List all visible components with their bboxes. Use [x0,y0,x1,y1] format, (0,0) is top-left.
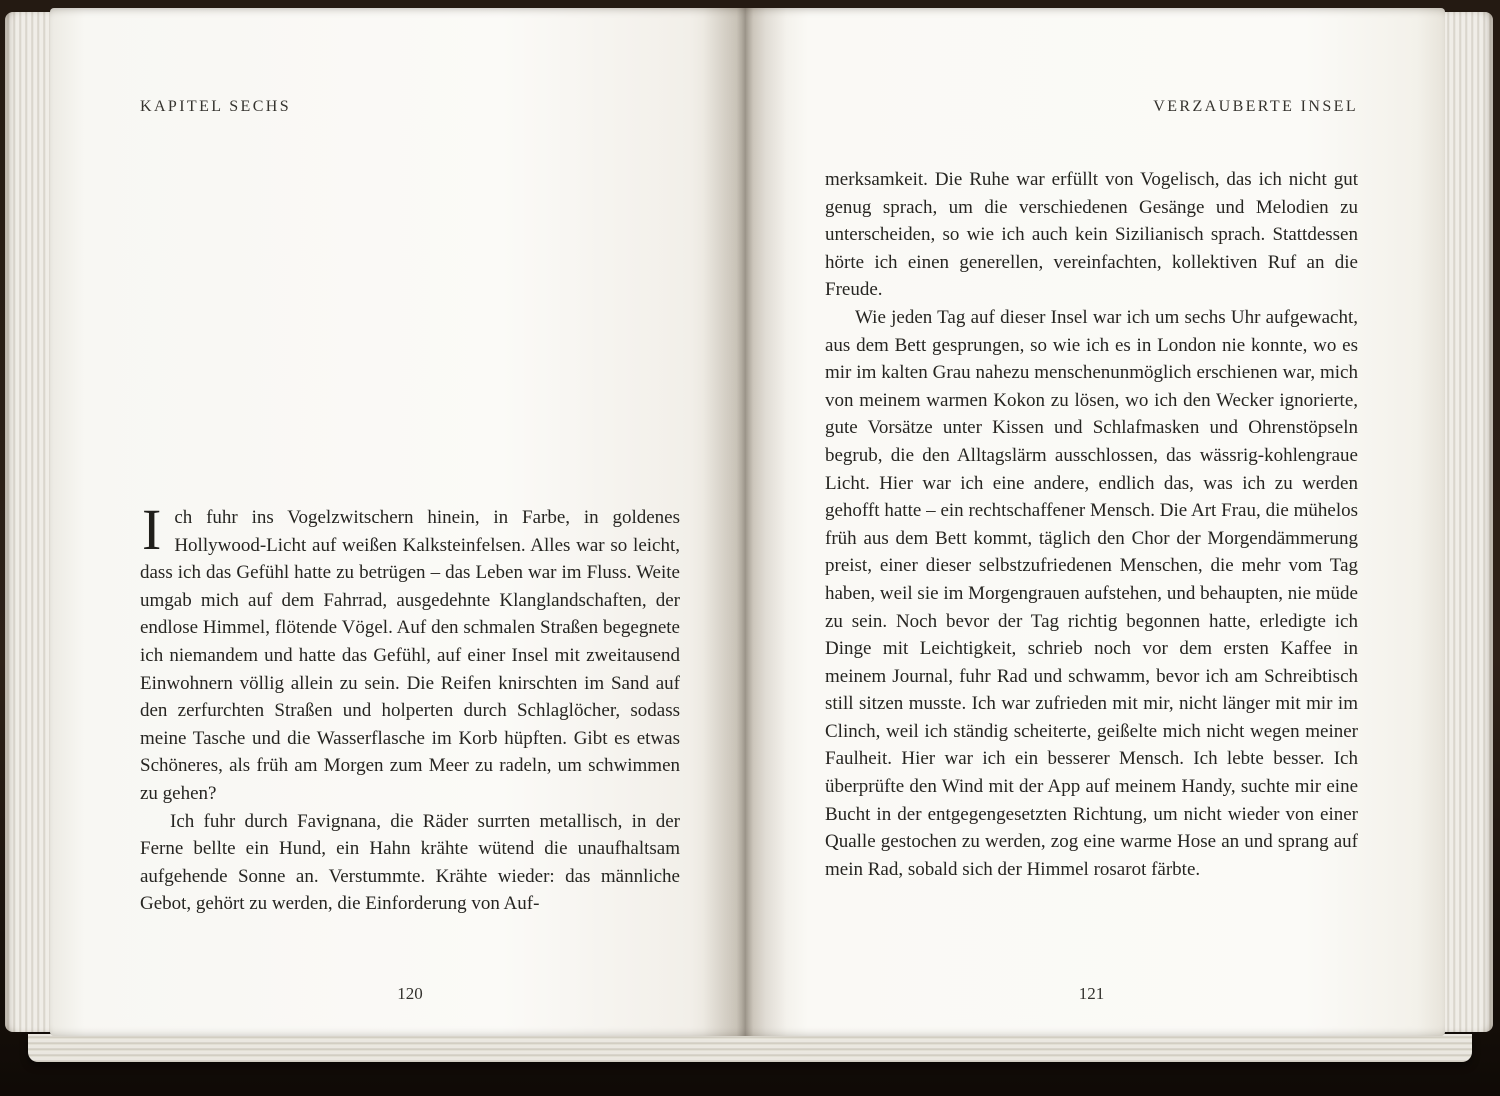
page-number-right: 121 [1078,984,1105,1003]
left-page [50,8,745,1036]
drop-cap: I [142,497,162,562]
page-edges-left [5,12,50,1032]
running-head-right: VERZAUBERTE INSEL [1153,98,1358,115]
left-page-text [140,497,680,918]
body-paragraph: Ich fuhr durch Favignana, die Räder surrten metallisch, in der Ferne bellte ein Hund, ein Hahn krähte wütend die unaufhaltsam aufgehende Sonne an. Verstummte. Krähte wieder: das männliche Gebot, gehört zu werden, die Einforderung von Auf- [140,810,680,915]
running-head-left: KAPITEL SECHS [140,98,292,115]
page-edges-right [1445,12,1493,1032]
body-paragraph: merksamkeit. Die Ruhe war erfüllt von Vogelisch, das ich nicht gut genug sprach, um die verschiedenen Gesänge und Melodien zu unterscheiden, so wie ich auch kein Sizilianisch sprach. Stattdessen hörte ich einen generellen, vereinfachten, kollektiven Ruf an die Freude. [825,169,1358,301]
paragraph-text: ch fuhr ins Vogelzwitschern hinein, in Farbe, in goldenes Hollywood-Licht auf weißen Kalksteinfelsen. Alles war so leicht, dass ich das Gefühl hatte zu betrügen – das Leben war im Fluss. Weite umgab mich auf dem Fahrrad, ausgedehnte Klanglandschaften, der endlose Himmel, flötende Vögel. Auf den schmalen Straßen begegnete ich niemandem und hatte das Gefühl, auf einer Insel mit zweitausend Einwohnern völlig allein zu sein. Die Reifen knirschten im Sand auf den zerfurchten Straßen und holperten durch Schlaglöcher, sodass meine Tasche und die Wasserflasche im Korb hüpften. Gibt es etwas Schöneres, als früh am Morgen zum Meer zu radeln, um schwimmen zu gehen? [140,507,680,804]
body-paragraph [140,497,680,808]
right-page [745,8,1445,1036]
page-edges-bottom [28,1034,1472,1062]
page-number-left: 120 [397,984,423,1003]
body-paragraph: Wie jeden Tag auf dieser Insel war ich um sechs Uhr aufgewacht, aus dem Bett gesprungen, so wie ich es in London nie konnte, wo es mir im kalten Grau nahezu menschenunmöglich erschienen war, mich von meinem warmen Kokon zu lösen, wo ich den Wecker ignorierte, gute Vorsätze unter Kissen und Schlafmasken und Ohrenstöpseln begrub, die den Alltagslärm ausschlossen, das wässrig-kohlengraue Licht. Hier war ich eine andere, endlich das, was ich zu werden gehofft hatte – ein rechtschaffener Mensch. Die Art Frau, die mühelos früh aus dem Bett kommt, täglich den Chor der Morgendämmerung preist, einer dieser selbstzufriedenen Menschen, die mehr vom Tag haben, weil sie im Morgengrauen aufstehen, und behaupten, nie müde zu sein. Noch bevor der Tag richtig begonnen hatte, erledigte ich Dinge mit Leichtigkeit, schrieb noch vor dem ersten Kaffee in meinem Journal, fuhr Rad und schwamm, bevor ich am Schreibtisch still sitzen musste. Ich war zufrieden mit mir, nicht länger mit mir im Clinch, weil ich ständig scheiterte, geißelte mich nicht wegen meiner Faulheit. Hier war ich ein besserer Mensch. Ich lebte besser. Ich überprüfte den Wind mit der App auf meinem Handy, suchte mir eine Bucht in der entgegengesetzten Richtung, um nicht wieder von einer Qualle gestochen zu werden, zog eine warme Hose an und sprang auf mein Rad, sobald sich der Himmel rosarot färbte. [825,306,1358,880]
right-page-text [825,166,1358,883]
